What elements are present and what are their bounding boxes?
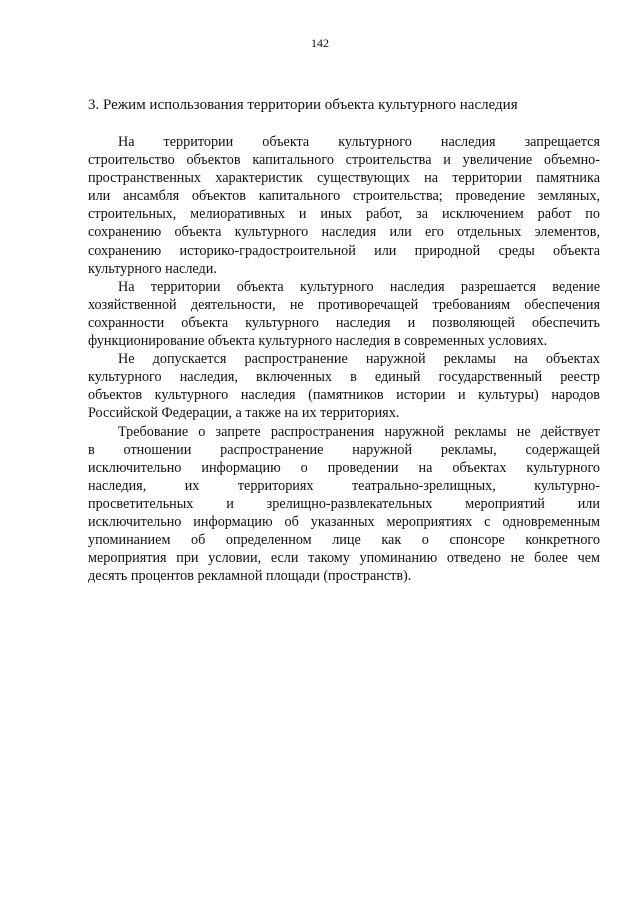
text-line: пространственных характеристик существующих на территории памятника [88, 170, 600, 187]
text-line: мероприятия при условии, если такому упоминанию отведено не более чем [88, 550, 600, 567]
section-heading: 3. Режим использования территории объекта культурного наследия [88, 97, 518, 113]
text-line: исключительно информацию об указанных мероприятиях с одновременным [88, 513, 600, 530]
text-line: Российской Федерации, а также на их территориях. [88, 405, 400, 422]
text-line: Требование о запрете распространения наружной рекламы не действует [118, 423, 600, 440]
page-number: 142 [311, 36, 329, 50]
text-line: или ансамбля объектов капитального строительства; проведение земляных, [88, 188, 600, 205]
text-line: в отношении распространение наружной рекламы, содержащей [88, 441, 600, 458]
paragraph-advertising-exception [88, 423, 600, 586]
text-line: сохранению историко-градостроительной или природной среды объекта [88, 242, 600, 259]
text-line: наследия, их территориях театрально-зрелищных, культурно- [88, 477, 600, 494]
text-line: упоминанием об определенном лице как о спонсоре конкретного [88, 532, 600, 549]
text-line: сохранности объекта культурного наследия и позволяющей обеспечить [88, 314, 600, 331]
text-line: На территории объекта культурного наследия разрешается ведение [118, 278, 600, 295]
text-line: строительных, мелиоративных и иных работ, за исключением работ по [88, 206, 600, 223]
text-line: сохранению объекта культурного наследия или его отдельных элементов, [88, 224, 600, 241]
paragraph-advertising-ban [88, 350, 600, 422]
paragraph-permissions [88, 278, 600, 350]
text-line: просветительных и зрелищно-развлекательных мероприятий или [88, 495, 600, 512]
text-line: функционирование объекта культурного наследия в современных условиях. [88, 333, 548, 350]
text-line: культурного наследи. [88, 260, 217, 277]
text-line: культурного наследия, включенных в единый государственный реестр [88, 369, 600, 386]
text-line: объектов культурного наследия (памятников истории и культуры) народов [88, 387, 600, 404]
text-line: хозяйственной деятельности, не противоречащей требованиям обеспечения [88, 296, 600, 313]
paragraph-prohibitions [88, 133, 600, 278]
text-line: десять процентов рекламной площади (пространств). [88, 568, 412, 585]
text-line: строительство объектов капитального строительства и увеличение объемно- [88, 152, 600, 169]
text-line: исключительно информацию о проведении на объектах культурного [88, 459, 600, 476]
text-line: На территории объекта культурного наследия запрещается [118, 134, 600, 150]
document-body [88, 133, 600, 585]
text-line: Не допускается распространение наружной рекламы на объектах [118, 351, 600, 368]
